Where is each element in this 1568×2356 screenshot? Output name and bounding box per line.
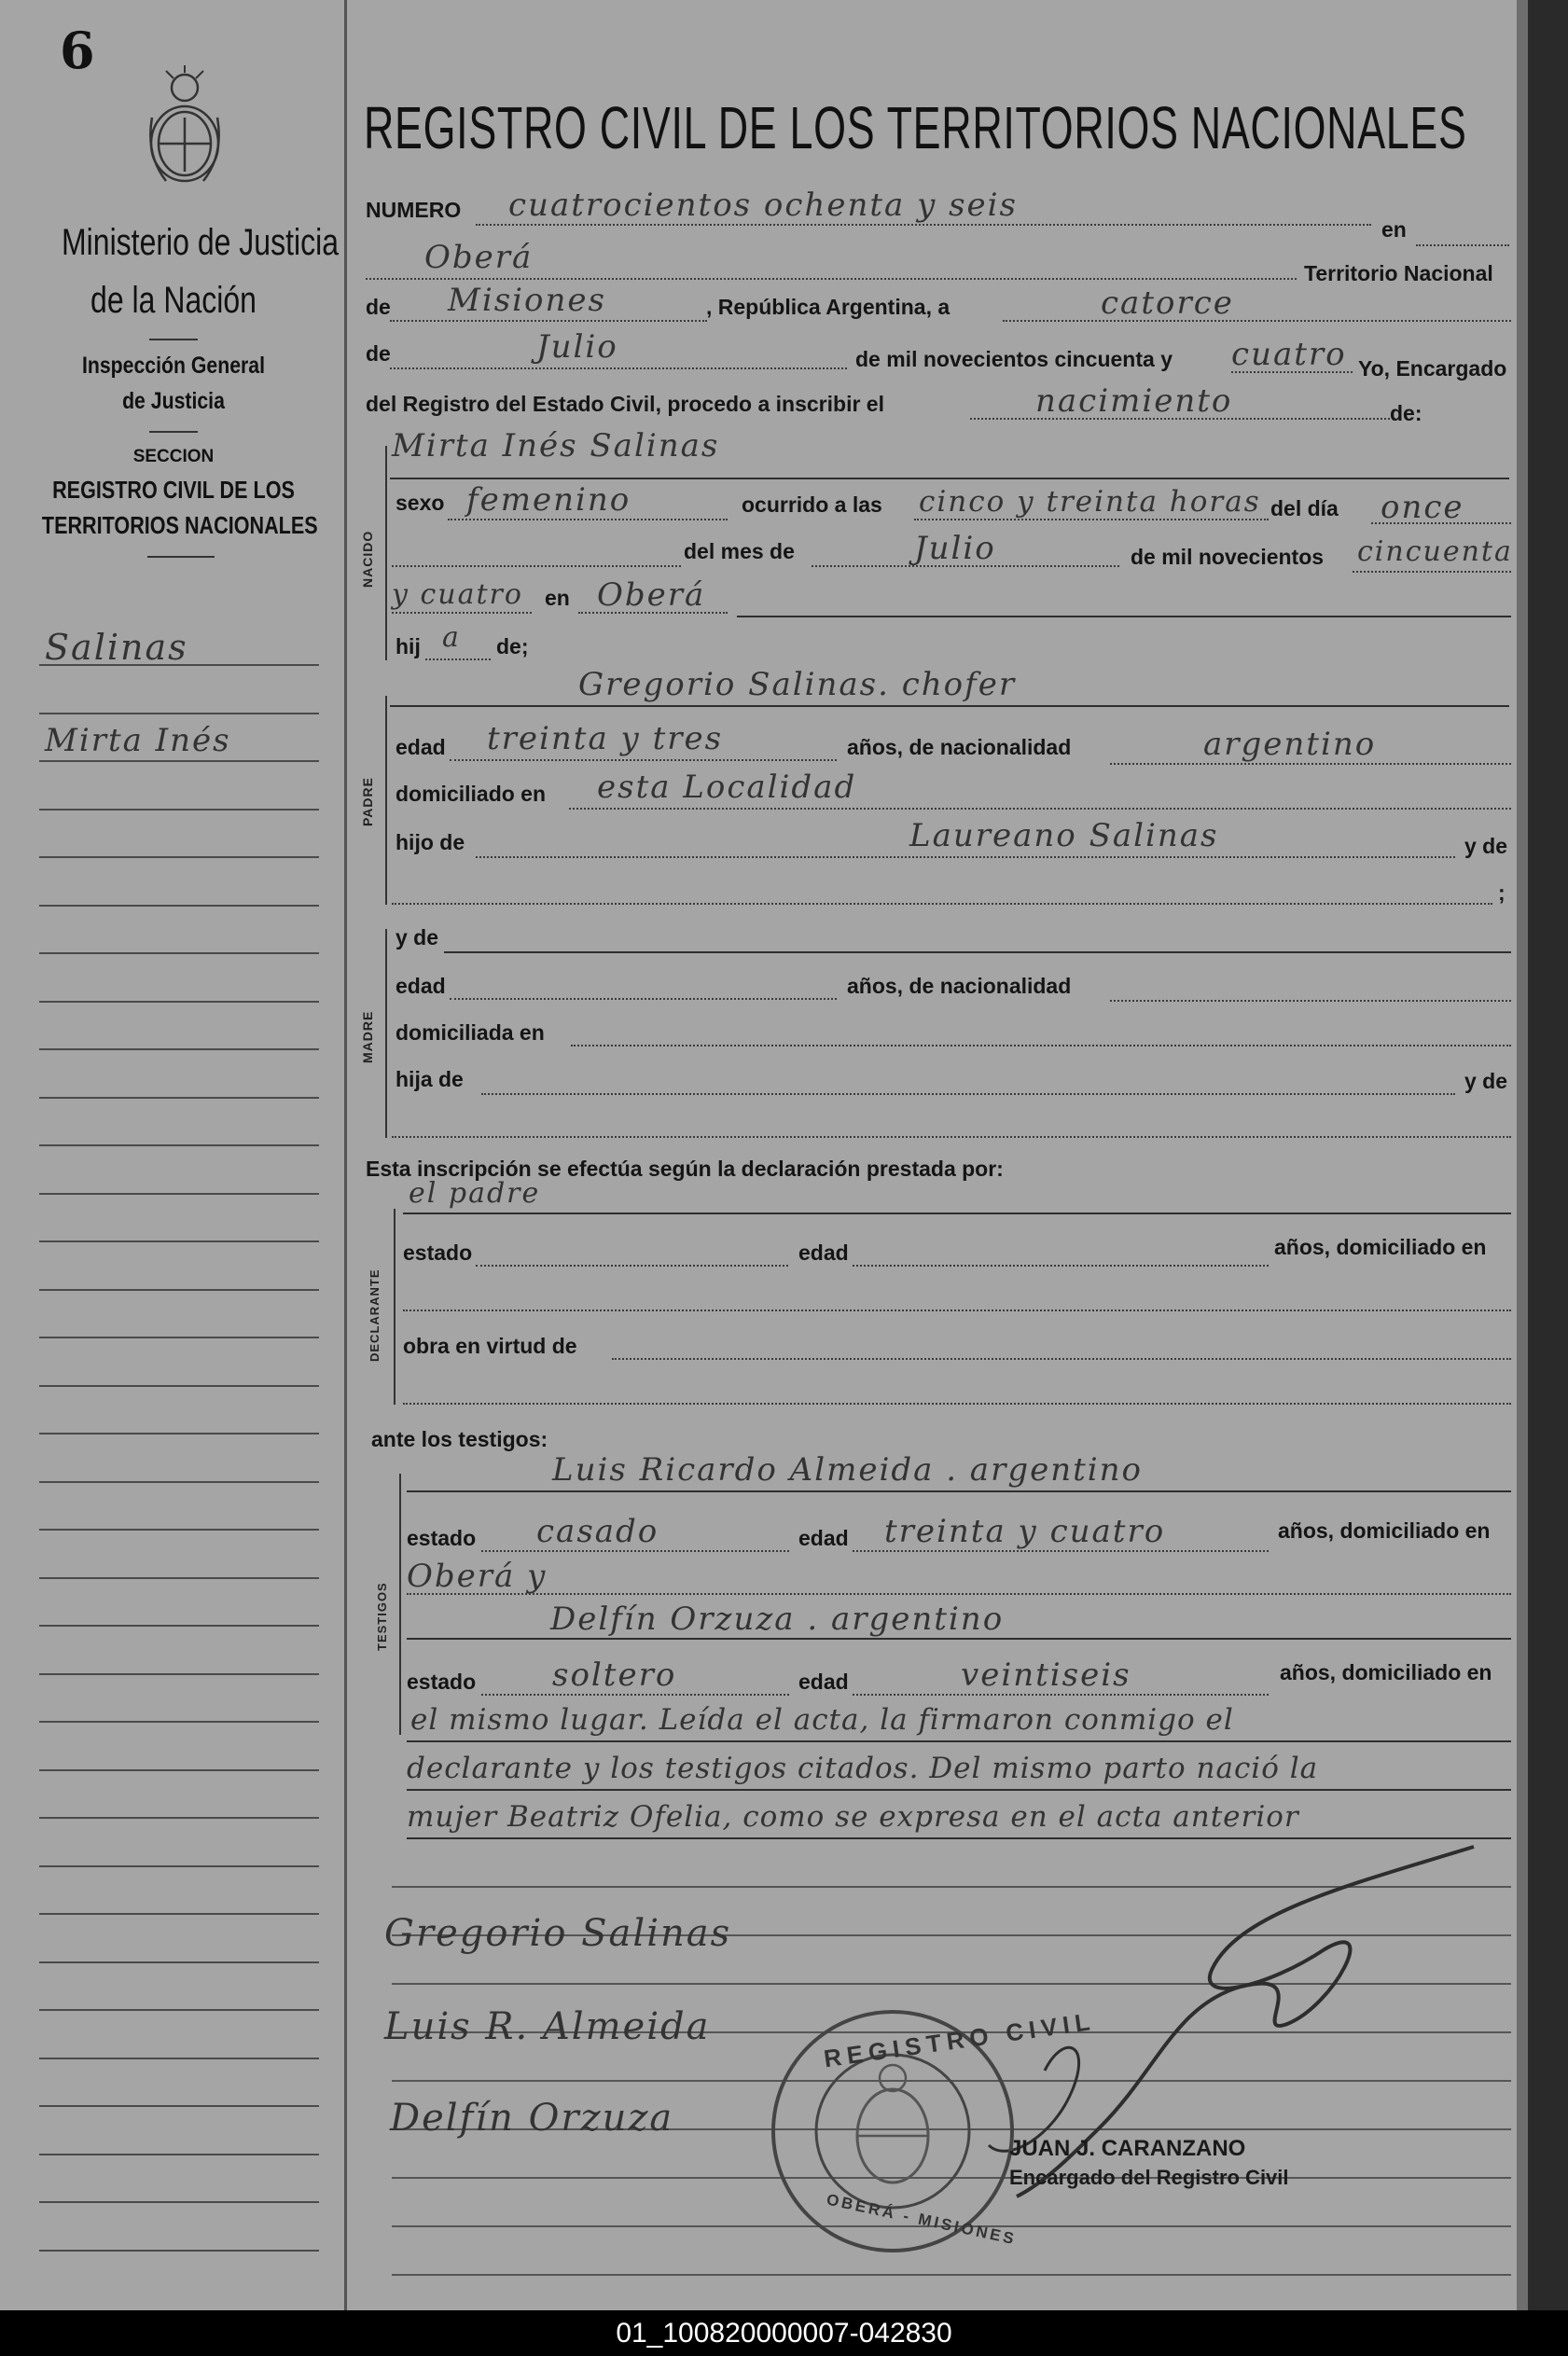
line-w2-edad [853,1694,1269,1696]
line-territory [390,320,707,322]
margin-rule [39,1817,319,1819]
label-del-registro: del Registro del Estado Civil, procedo a inscribir el [366,392,884,416]
label-anos-dom: años, domiciliado en [1274,1235,1487,1259]
line-hour [914,519,1269,520]
hw-birth-year: cincuenta [1357,535,1513,568]
hw-month: Julio [536,328,618,366]
hw-declarant: el padre [409,1177,541,1210]
label-anos-dom-w2: años, domiciliado en [1280,1660,1492,1684]
line-grandmother [392,903,1492,905]
hw-child-name: Mirta Inés Salinas [392,427,720,464]
hw-witness1: Luis Ricardo Almeida . argentino [552,1451,1144,1489]
seccion-label: SECCION [132,447,215,466]
label-de-mil: de mil novecientos cincuenta y [855,347,1173,371]
line-place [366,278,1297,280]
label-de: de [366,295,391,319]
margin-rule [39,2058,319,2059]
hw-witness2: Delfín Orzuza . argentino [550,1601,1005,1638]
line-father [390,705,1509,707]
line-witness1 [407,1490,1511,1492]
line-rest [737,616,1511,617]
label-declarante: DECLARANTE [368,1268,382,1362]
label-domiciliado-en: domiciliado en [395,782,547,806]
margin-rule [39,2250,319,2252]
label-numero: NUMERO [366,198,462,222]
line-maternal-grandfather [481,1093,1455,1095]
hw-father-age: treinta y tres [487,720,724,757]
label-padre: PADRE [360,777,375,826]
label-edad: edad [395,735,446,759]
ministry-line-2: de la Nación [90,280,257,321]
stamp-bottom-text: OBERÁ - MISIONES [825,2190,1019,2249]
national-coat-of-arms-icon [138,62,231,192]
margin-rule [39,1385,319,1387]
margin-rule [39,1625,319,1627]
margin-rule [39,1001,319,1003]
line-decl-dom [403,1310,1511,1311]
hw-act: nacimiento [1035,382,1233,420]
label-estado-w2: estado [407,1670,477,1694]
margin-rule [39,760,319,762]
label-anos-nac-mother: años, de nacionalidad [847,974,1072,998]
line-w1-dom [407,1593,1511,1595]
label-sexo: sexo [395,491,445,515]
page-edge [1528,0,1568,2310]
bracket-padre [385,696,387,905]
margin-rule [39,1721,319,1723]
label-republica: , República Argentina, a [706,295,951,319]
margin-rule [39,1289,319,1291]
line-decl-edad [853,1265,1269,1267]
hw-year: cuatro [1231,336,1347,373]
header-rule [149,431,198,433]
margin-rule [39,1481,319,1483]
label-edad-mother: edad [395,974,446,998]
page-number: 6 [60,21,95,80]
signature-rule [392,2274,1511,2276]
label-nacido: NACIDO [360,530,375,588]
officer-name: JUAN J. CARANZANO [1009,2136,1246,2161]
label-y-de: y de [1464,834,1508,858]
signature-father: Gregorio Salinas [384,1912,732,1955]
label-de-semicolon: de; [496,634,529,658]
line-hij [425,658,491,660]
header-rule [147,556,215,558]
margin-rule [39,1337,319,1338]
hw-birth-place: Oberá [597,576,706,614]
label-hij: hij [395,634,421,658]
hw-grandfather: Laureano Salinas [909,817,1219,854]
margin-rule [39,1097,319,1099]
bracket-nacido [385,446,387,660]
line-mother-nat [1110,1000,1511,1002]
label-en: en [1381,217,1407,242]
column-divider [344,0,347,2310]
margin-rule [39,2154,319,2155]
margin-rule [39,1144,319,1146]
line-w1-estado [481,1550,789,1552]
line-obra-2 [403,1403,1511,1405]
stamp-text [767,2005,1098,2257]
label-obra: obra en virtud de [403,1334,577,1358]
line-mother [444,951,1511,953]
line-birth-year [1353,571,1511,573]
line-mother-dom [571,1045,1511,1046]
hw-numero: cuatrocientos ochenta y seis [508,187,1018,224]
margin-rule [39,1529,319,1531]
label-madre: MADRE [360,1010,375,1063]
officer-title: Encargado del Registro Civil [1009,2166,1289,2189]
label-yo-encargado: Yo, Encargado [1358,356,1507,381]
label-de-colon: de: [1390,401,1422,425]
line-month [390,367,847,369]
label-anos-dom-w1: años, domiciliado en [1278,1518,1491,1543]
label-del-mes: del mes de [684,539,795,563]
hw-w1-dom: Oberá y [407,1558,548,1595]
inspeccion-line-1: Inspección General [81,353,266,379]
line-declarant [403,1213,1511,1214]
registro-line-2: TERRITORIOS NACIONALES [41,511,318,539]
label-territorio: Territorio Nacional [1304,261,1493,285]
hw-hij-suffix: a [442,621,461,654]
line-father-age [450,759,837,761]
line-child-name [390,478,1509,479]
label-y-de-2: y de [1464,1069,1508,1093]
hw-father-dom: esta Localidad [597,769,857,806]
margin-rule [39,664,319,666]
margin-rule [39,1961,319,1963]
margin-rule [39,1913,319,1915]
line-numero [476,224,1371,226]
margin-rule [39,2105,319,2107]
hw-day: catorce [1101,284,1234,322]
label-edad-w2: edad [798,1670,849,1694]
signature-witness2: Delfín Orzuza [390,2097,674,2140]
signature-witness1: Luis R. Almeida [384,2005,711,2048]
bracket-madre [385,929,387,1138]
hw-note-3: mujer Beatriz Ofelia, como se expresa en el acta anterior [407,1800,1299,1834]
document-id-footer: 01_100820000007-042830 [616,2318,952,2349]
line-blank [392,565,681,567]
stamp-top-text: REGISTRO CIVIL [822,2006,1098,2073]
line-father-dom [569,808,1511,810]
label-de-month: de [366,341,391,366]
margin-rule [39,2009,319,2011]
label-estado: estado [403,1240,473,1265]
hw-birth-month: Julio [914,530,996,567]
header-rule [149,339,198,340]
hw-note-2: declarante y los testigos citados. Del mismo parto nació la [407,1752,1319,1785]
line-en [1416,244,1509,246]
label-hijo-de: hijo de [395,830,465,854]
label-anos-nac: años, de nacionalidad [847,735,1072,759]
ministry-line-1: Ministerio de Justicia [62,222,339,263]
hw-sex: femenino [466,481,631,519]
label-inscripcion: Esta inscripción se efectúa según la declaración prestada por: [366,1157,1004,1181]
label-y-de-mother: y de [395,925,439,949]
margin-given-names: Mirta Inés [45,722,231,759]
line-grandfather [476,856,1455,858]
form-title: REGISTRO CIVIL DE LOS TERRITORIOS NACIONALES [364,94,1467,161]
registro-line-1: REGISTRO CIVIL DE LOS [52,476,295,504]
hw-w1-estado: casado [536,1513,659,1550]
margin-rule [39,952,319,954]
margin-surname: Salinas [45,627,188,668]
label-estado-w1: estado [407,1526,477,1550]
label-domiciliada-en: domiciliada en [395,1020,545,1045]
margin-rule [39,905,319,907]
line-obra [612,1358,1511,1360]
page-edge-shadow [1517,0,1528,2310]
line-witness2 [407,1638,1511,1640]
label-ocurrido: ocurrido a las [742,492,882,517]
hw-father: Gregorio Salinas. chofer [578,666,1017,703]
label-semicolon: ; [1498,880,1506,905]
line-w1-edad [853,1550,1269,1552]
margin-rule [39,1673,319,1675]
hw-territory: Misiones [448,282,606,319]
label-edad-decl: edad [798,1240,849,1265]
margin-rule [39,1193,319,1195]
hw-w2-estado: soltero [552,1656,677,1694]
label-en: en [545,586,570,610]
hw-father-nat: argentino [1203,726,1377,763]
label-ante: ante los testigos: [371,1427,548,1451]
bracket-declarante [394,1209,395,1405]
line-w2-estado [481,1694,789,1696]
line-father-nat [1110,763,1511,765]
margin-rule [39,2201,319,2203]
label-del-dia: del día [1270,496,1339,520]
line-decl-estado [476,1265,788,1267]
hw-hour: cinco y treinta horas [919,485,1261,519]
hw-birth-day: once [1381,489,1464,526]
margin-rule [39,1240,319,1242]
margin-rule [39,1433,319,1434]
line-note-2 [407,1789,1511,1791]
margin-rule [39,856,319,858]
label-de-mil2: de mil novecientos [1131,545,1325,569]
hw-w1-edad: treinta y cuatro [884,1513,1166,1550]
margin-rule [39,713,319,714]
inspeccion-line-2: de Justicia [122,388,225,414]
hw-w2-edad: veintiseis [961,1656,1131,1694]
hw-note-1: el mismo lugar. Leída el acta, la firmaron conmigo el [410,1703,1234,1737]
line-note-1 [407,1740,1511,1742]
line-birth-year-2 [392,612,532,614]
margin-rule [39,1048,319,1050]
hw-birth-year-2: y cuatro [392,578,523,611]
bracket-testigos [399,1474,401,1735]
label-hija-de: hija de [395,1067,464,1091]
line-mother-age [450,998,837,1000]
line-sexo [448,519,728,520]
margin-rule [39,809,319,811]
line-maternal-grandmother [392,1136,1511,1138]
margin-rule [39,1865,319,1867]
hw-place: Oberá [424,239,534,276]
label-edad-w1: edad [798,1526,849,1550]
line-day [1003,320,1511,322]
margin-rule [39,1577,319,1579]
margin-rule [39,1769,319,1771]
label-testigos: TESTIGOS [375,1582,389,1651]
